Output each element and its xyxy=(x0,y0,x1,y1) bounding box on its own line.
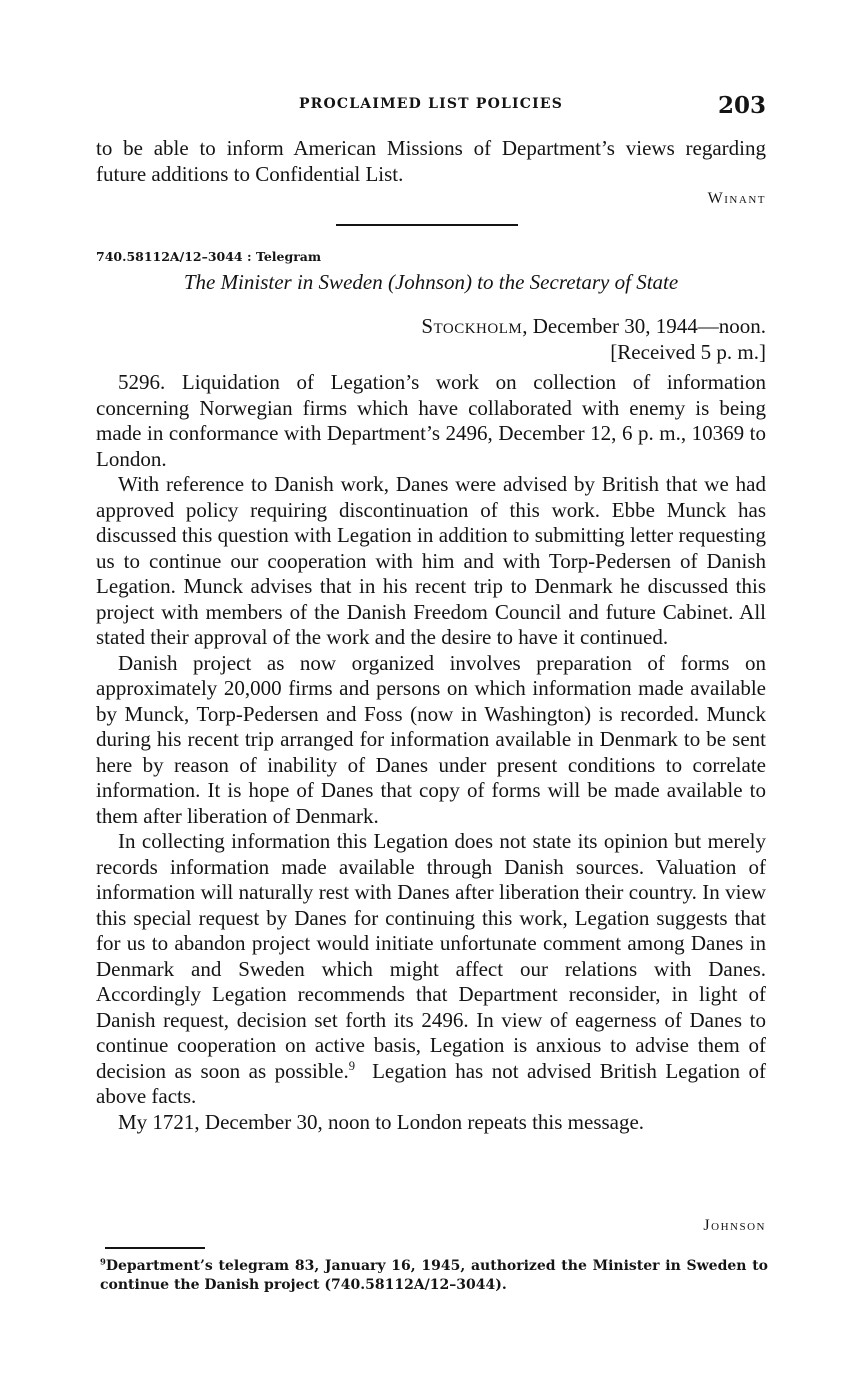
footnote-reference[interactable]: 9 xyxy=(348,1058,356,1073)
dateline xyxy=(421,314,766,339)
telegram-body xyxy=(96,370,766,1135)
paragraph-4 xyxy=(96,829,766,1110)
paragraph-1: 5296. Liquidation of Legation’s work on collection of information concerning Norwegian firms which have collaborated with enemy is being made in conformance with Department’s 2496, December 12, 6 p. m., 10369 to London. xyxy=(96,370,766,471)
continued-paragraph: to be able to inform American Missions of Department’s views regarding future additions to Confidential List. xyxy=(96,136,766,186)
footnote-text: Department’s telegram 83, January 16, 1945, authorized the Minister in Sweden to continue the Danish project (740.58112A/12–3044). xyxy=(100,1258,768,1293)
paragraph-3: Danish project as now organized involves preparation of forms on approximately 20,000 firms and persons on which information made available by Munck, Torp-Pedersen and Foss (now in Washington) is recorded. Munck during his recent trip arranged for information available in Denmark to be sent here by reason of inability of Danes under present conditions to correlate information. It is hope of Danes that copy of forms will be made available to them after liberation of Denmark. xyxy=(96,650,766,828)
paragraph-2: With reference to Danish work, Danes were advised by British that we had approved policy requiring discontinuation of this work. Ebbe Munck has discussed this question with Legation in addition to submitting letter requesting us to continue our cooperation with him and with Torp-Pedersen of Danish Legation. Munck advises that in his recent trip to Denmark he discussed this project with members of the Danish Freedom Council and future Cabinet. All stated their approval of the work and the desire to have it continued. xyxy=(96,472,766,649)
footnote-marker: 9 xyxy=(100,1256,106,1267)
signature-winant: Winant xyxy=(707,190,766,207)
footnote xyxy=(100,1257,768,1295)
paragraph-5: My 1721, December 30, noon to London repeats this message. xyxy=(118,1109,645,1134)
signature-johnson: Johnson xyxy=(703,1217,766,1234)
dateline-place: Stockholm xyxy=(421,314,523,338)
received-note: [Received 5 p. m.] xyxy=(610,340,766,364)
paragraph-4-tail: Legation has not advised British Legation of above facts. xyxy=(96,1058,767,1108)
paragraph-4-text: In collecting information this Legation does not state its opinion but merely records information made available through Danish sources. Valuation of information will naturally rest with Danes after liberation their country. In view this special request by Danes for continuing this work, Legation suggests that for us to abandon project would initiate unfortunate comment among Danes in Denmark and Sweden which might affect our relations with Danes. Accordingly Legation recommends that Department reconsider, in light of Danish request, decision set forth its 2496. In view of eagerness of Danes to continue cooperation on active basis, Legation is anxious to advise them of decision as soon as possible. xyxy=(96,829,766,1083)
page-number: 203 xyxy=(717,92,766,119)
continued-text xyxy=(96,136,766,187)
document-title: The Minister in Sweden (Johnson) to the Secretary of State xyxy=(183,270,679,294)
footnote-divider xyxy=(105,1247,205,1249)
section-divider xyxy=(336,224,518,226)
running-head xyxy=(96,92,766,120)
dateline-date: , December 30, 1944—noon. xyxy=(522,314,766,338)
file-reference: 740.58112A/12–3044 : Telegram xyxy=(96,249,322,264)
running-title: PROCLAIMED LIST POLICIES xyxy=(298,96,564,112)
